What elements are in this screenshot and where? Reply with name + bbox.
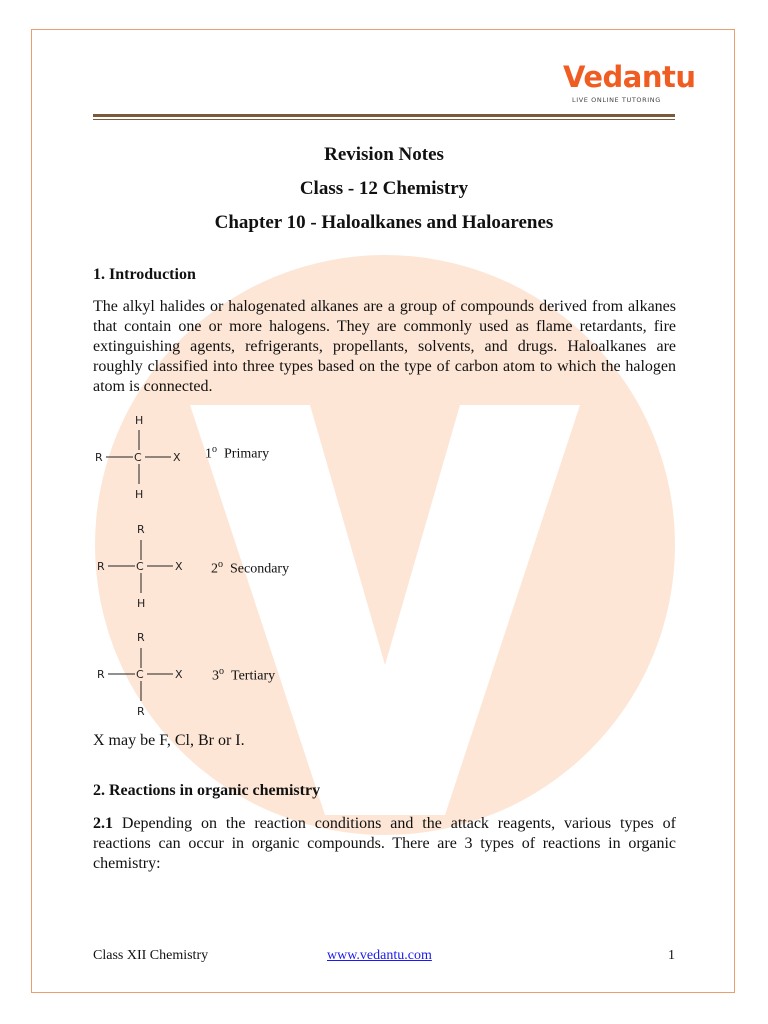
atom-bottom: H [137,597,146,610]
introduction-paragraph: The alkyl halides or halogenated alkanes are a group of compounds derived from alkanes that contain one or more halogens. They are commonly used as flame retardants, fire extinguishing agents, refrigerants, propellants, solvents, and drugs. Haloalkanes are roughly classified into three types based on the type of carbon atom to which the halogen atom is connected. [93,298,676,395]
header-rule [93,114,675,117]
page-number: 1 [668,948,675,963]
atom-left: R [95,451,103,464]
atom-left: R [97,668,105,681]
structure-tertiary [93,630,203,730]
logo-wordmark: Vedantu [563,60,696,94]
atom-right: X [175,560,183,573]
degree-sup: o [212,444,217,455]
doc-title: Revision Notes [324,144,444,165]
label-primary [205,444,269,463]
label-secondary [211,559,289,578]
type-name: Secondary [230,561,290,577]
logo-tagline: LIVE ONLINE TUTORING [572,96,661,104]
atom-bottom: R [137,705,145,718]
doc-subtitle: Class - 12 Chemistry [299,178,469,199]
reactions-paragraph [93,814,676,874]
degree-sup: o [218,559,223,570]
degree-number: 1 [205,446,212,462]
paragraph-text: Depending on the reaction conditions and the attack reagents, various types of reactions can occur in organic compounds. There are 3 types of reactions in organic chemistry: [93,815,676,872]
label-tertiary [212,666,275,685]
section-heading-introduction: 1. Introduction [93,266,196,283]
section-heading-reactions: 2. Reactions in organic chemistry [93,782,321,799]
paragraph-number: 2.1 [93,815,113,832]
atom-center: C [136,668,144,681]
structure-secondary [93,522,203,622]
atom-right: X [175,668,183,681]
degree-sup: o [219,666,224,677]
atom-top: R [137,631,145,644]
atom-center: C [136,560,144,573]
chapter-title: Chapter 10 - Haloalkanes and Haloarenes [214,212,554,233]
degree-number: 2 [211,561,218,577]
atom-right: X [173,451,181,464]
type-name: Primary [224,446,270,462]
footer-left-text: Class XII Chemistry [93,948,209,963]
halogen-note: X may be F, Cl, Br or I. [93,732,245,749]
type-name: Tertiary [231,668,276,684]
degree-number: 3 [212,668,219,684]
header-rule-thin [93,119,675,120]
atom-center: C [134,451,142,464]
atom-bottom: H [135,488,144,501]
atom-left: R [97,560,105,573]
structure-primary [93,410,203,510]
footer-website-link[interactable]: www.vedantu.com [327,948,432,963]
atom-top: R [137,523,145,536]
atom-top: H [135,414,144,427]
vedantu-logo[interactable] [563,60,696,108]
